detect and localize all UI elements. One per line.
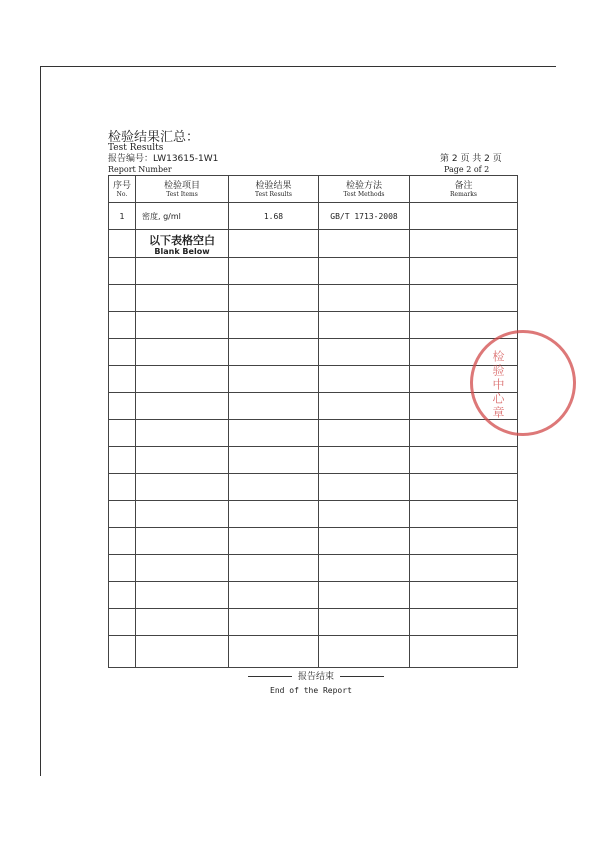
table-row	[109, 393, 518, 420]
table-header-row	[109, 176, 518, 203]
divider	[248, 676, 292, 677]
table-row	[109, 555, 518, 582]
seal-stamp-text: 检验中心章	[491, 350, 505, 420]
page-number-en: Page 2 of 2	[444, 165, 490, 174]
table-row	[109, 474, 518, 501]
title-zh: 检验结果汇总：	[108, 130, 200, 145]
table-row	[109, 285, 518, 312]
blank-below-note: 以下表格空白 Blank Below	[136, 230, 229, 258]
header-test-methods: 检验方法 Test Methods	[319, 176, 410, 203]
table-row	[109, 230, 518, 258]
cell-item: 密度, g/ml	[136, 203, 229, 230]
cell-result: 1.68	[229, 203, 319, 230]
table-row	[109, 528, 518, 555]
end-of-report-en: End of the Report	[270, 686, 352, 695]
table-row	[109, 366, 518, 393]
header-test-items: 检验项目 Test Items	[136, 176, 229, 203]
table-row	[109, 501, 518, 528]
page-border-left	[40, 66, 41, 776]
header-test-results: 检验结果 Test Results	[229, 176, 319, 203]
header-remarks: 备注 Remarks	[410, 176, 518, 203]
report-number-zh: 报告编号：LW13615-1W1	[108, 154, 219, 164]
report-number-en: Report Number	[108, 165, 172, 174]
divider	[340, 676, 384, 677]
title-en: Test Results	[108, 143, 164, 153]
table-row	[109, 258, 518, 285]
seal-stamp	[470, 330, 576, 436]
table-row	[109, 609, 518, 636]
table-row	[109, 636, 518, 668]
table-row	[109, 203, 518, 230]
table-row	[109, 312, 518, 339]
page-number-zh: 第 2 页 共 2 页	[440, 154, 502, 164]
cell-remarks	[410, 203, 518, 230]
end-of-report-zh: 报告结束	[242, 673, 390, 682]
cell-no: 1	[109, 203, 136, 230]
page-border-top	[40, 66, 556, 67]
table-row	[109, 447, 518, 474]
results-table	[108, 175, 518, 668]
cell-method: GB/T 1713-2008	[319, 203, 410, 230]
table-row	[109, 582, 518, 609]
header-no: 序号 No.	[109, 176, 136, 203]
table-row	[109, 420, 518, 447]
table-row	[109, 339, 518, 366]
